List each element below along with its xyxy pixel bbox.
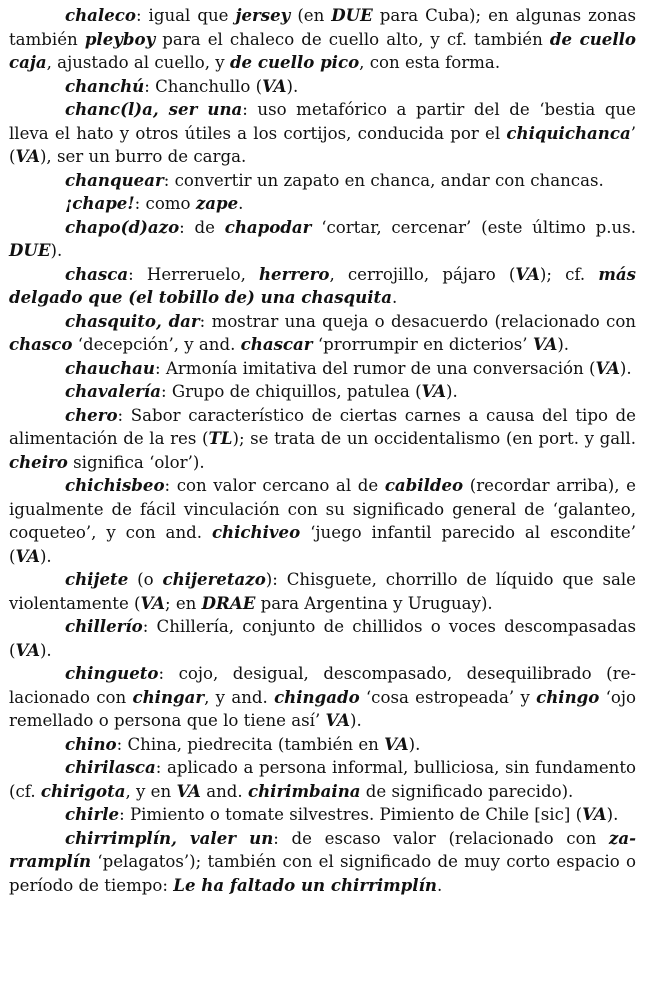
entry-italic-term: chijeretazo [162,569,266,589]
entry-text: ). [446,382,458,401]
entry-italic-term: de cuello caja [9,28,636,72]
glossary-entry [9,192,636,216]
entry-text: ‘cosa estropeada’ y [359,687,537,707]
entry-italic-term: más delgado que (el tobillo de) una chasquita [9,263,636,307]
entry-text: ’ ( [9,123,636,166]
entry-text: : cojo, desigual, descompasado, desequilibrado (relacionado con [9,664,636,707]
entry-text: : Chanchullo ( [144,76,263,96]
entry-italic-term: cabildeo [384,475,464,495]
entry-text: ] ( [563,805,583,824]
entry-text: ‘ojo remellado o persona que lo tiene así’ [9,687,636,730]
entry-text: para Argentina y Uruguay). [255,593,493,613]
entry-text: ); se trata de un occidentalismo (en port. y gall. [232,429,636,448]
entry-italic-term: VA [384,733,409,754]
entry-italic-term: sic [540,805,564,824]
entry-text: (o [128,570,163,589]
entry-italic-term: VA [325,710,350,730]
entry-text: . [436,875,443,895]
entry-italic-term: chingado [274,686,360,707]
entry-text: ). [50,241,63,260]
entry-text: ‘decepción’, y and. [72,335,241,354]
entry-headword: ¡chape! [65,193,135,213]
entry-text: : Armonía imitativa del rumor de una conversación ( [154,358,596,378]
entry-headword: chichisbeo [65,475,165,495]
entry-italic-term: VA [176,780,201,801]
entry-italic-term: VA [15,545,40,566]
entry-text: (recordar arriba), e igualmente de fácil vinculación con su significado general de ‘galanteo, coqueteo’, y con and. [9,476,636,542]
entry-headword: chanc(l)a, ser una [65,99,243,119]
entry-italic-term: chapodar [224,216,312,237]
entry-text: : de escaso valor (relacionado con [273,828,609,848]
entry-italic-term: de cuello pico [229,52,360,72]
glossary-entry [9,803,636,827]
entry-text: ). [39,546,52,566]
entry-italic-term: VA [515,263,540,284]
entry-text: . [391,288,398,307]
entry-headword: chino [65,733,117,754]
entry-text: : China, piedrecita (también en [116,734,385,754]
entry-text: ): Chisguete, chorrillo de líquido que sale violentamente ( [9,570,637,613]
entry-list [9,4,636,897]
entry-headword: chaleco [65,5,136,25]
entry-text: : Chillería, conjunto de chillidos o voces descompasadas ( [9,617,636,660]
entry-text: : como [134,194,196,213]
glossary-entry [9,4,636,75]
entry-headword: chauchau [65,357,155,378]
glossary-entry [9,263,636,310]
entry-italic-term: herrero [258,263,330,284]
entry-text: ‘pelagatos’); también con el significado de muy corto espacio o período de tiempo: [9,852,636,895]
entry-text: . [238,194,244,213]
entry-text: ). [350,711,362,730]
entry-text: : Grupo de chiquillos, patulea ( [160,382,422,401]
entry-headword: chingueto [65,663,159,683]
entry-text: ). [39,640,52,660]
glossary-entry [9,615,636,662]
entry-text: para el chaleco de cuello alto, y cf. también [155,29,550,49]
entry-italic-term: TL [208,428,233,448]
glossary-entry [9,474,636,568]
entry-text: ); cf. [539,264,599,284]
glossary-entry [9,216,636,263]
entry-text: , con esta forma. [359,53,501,72]
entry-italic-term: Le ha faltado un chirrimplín [173,874,437,895]
entry-text: , ajustado al cuello, y [46,53,230,72]
entry-text: , y and. [204,687,275,707]
entry-italic-term: cheiro [9,451,68,472]
entry-italic-term: chascar [240,334,313,354]
glossary-entry [9,756,636,803]
entry-italic-term: zape [195,193,239,213]
entry-headword: chirle [65,804,120,824]
entry-italic-term: VA [582,804,607,824]
entry-italic-term: DRAE [201,592,256,613]
entry-text: ). [619,358,632,378]
entry-headword: chillerío [65,616,143,636]
entry-italic-term: VA [532,334,558,354]
entry-italic-term: VA [421,381,447,401]
entry-text: : aplicado a persona informal, bulliciosa, sin fundamento (cf. [9,758,636,801]
entry-headword: chasquito, dar [65,310,200,331]
entry-italic-term: chiquichanca [506,122,631,143]
glossary-entry [9,404,636,475]
entry-text: ). [557,335,570,354]
entry-text: significa ‘olor’). [67,452,205,472]
entry-italic-term: chingo [536,686,600,707]
entry-headword: chirilasca [65,757,156,777]
entry-headword: chijete [65,569,129,589]
entry-text: , cerrojillo, pájaro ( [329,264,516,284]
entry-headword: chapo(d)azo [65,216,180,237]
entry-headword: chirrimplín, valer un [65,827,274,848]
entry-text: (en [290,6,332,25]
entry-text: : de [179,217,225,237]
entry-headword: chasca [65,263,129,284]
entry-italic-term: VA [262,75,287,96]
glossary-entry [9,568,636,615]
entry-text: : Pimiento o tomate silvestres. Pimiento de Chile [ [119,805,541,824]
entry-italic-term: chirimbaina [247,780,361,801]
entry-headword: chanchú [65,75,145,96]
entry-text: ‘juego infantil parecido al escondite’ ( [9,523,636,566]
entry-text: ‘prorrumpir en dicterios’ [312,335,533,354]
entry-italic-term: chingar [132,686,205,707]
glossary-entry [9,380,636,404]
entry-italic-term: chichiveo [211,522,301,542]
glossary-entry [9,310,636,357]
entry-italic-term: VA [15,639,40,660]
entry-text: ), ser un burro de carga. [39,147,247,166]
entry-italic-term: DUE [331,5,373,25]
entry-text: ‘cortar, cercenar’ (este último p.us. [311,217,636,237]
glossary-entry [9,169,636,193]
entry-italic-term: chirigota [40,780,126,801]
entry-italic-term: chasco [9,334,73,354]
entry-text: : Sabor característico de ciertas carnes a causa del tipo de alimentación de la res ( [9,405,636,448]
entry-headword: chavalería [65,381,161,401]
entry-text: ). [408,734,421,754]
entry-text: : Herreruelo, [128,264,259,284]
entry-italic-term: zarramplín [9,827,636,871]
entry-italic-term: VA [140,592,165,613]
entry-text: para Cuba); en algunas zonas también [9,6,637,49]
entry-text: : mostrar una queja o desacuerdo (relacionado con [199,311,636,331]
entry-italic-term: pleyboy [84,28,156,49]
entry-text: ; en [165,593,202,613]
entry-text: : convertir un zapato en chanca, andar con chancas. [163,170,604,190]
entry-headword: chero [65,404,118,425]
entry-text: : uso metafórico a partir del de ‘bestia que lleva el hato y otros útiles a los cortijos, conducida por el [9,100,636,143]
entry-italic-term: VA [15,146,40,166]
glossary-entry [9,733,636,757]
entry-italic-term: jersey [235,5,291,25]
glossary-entry [9,75,636,99]
entry-text: and. [200,781,248,801]
glossary-entry [9,98,636,169]
glossary-entry [9,357,636,381]
glossary-entry [9,827,636,898]
entry-text: , y en [125,781,177,801]
entry-text: de significado parecido). [360,781,574,801]
entry-text: : con valor cercano al de [164,476,385,495]
entry-italic-term: DUE [9,240,51,260]
entry-headword: chanquear [65,169,164,190]
entry-text: ). [286,76,299,96]
entry-text: : igual que [135,6,236,25]
entry-italic-term: VA [595,357,620,378]
entry-text: ). [606,805,619,824]
glossary-entry [9,662,636,733]
